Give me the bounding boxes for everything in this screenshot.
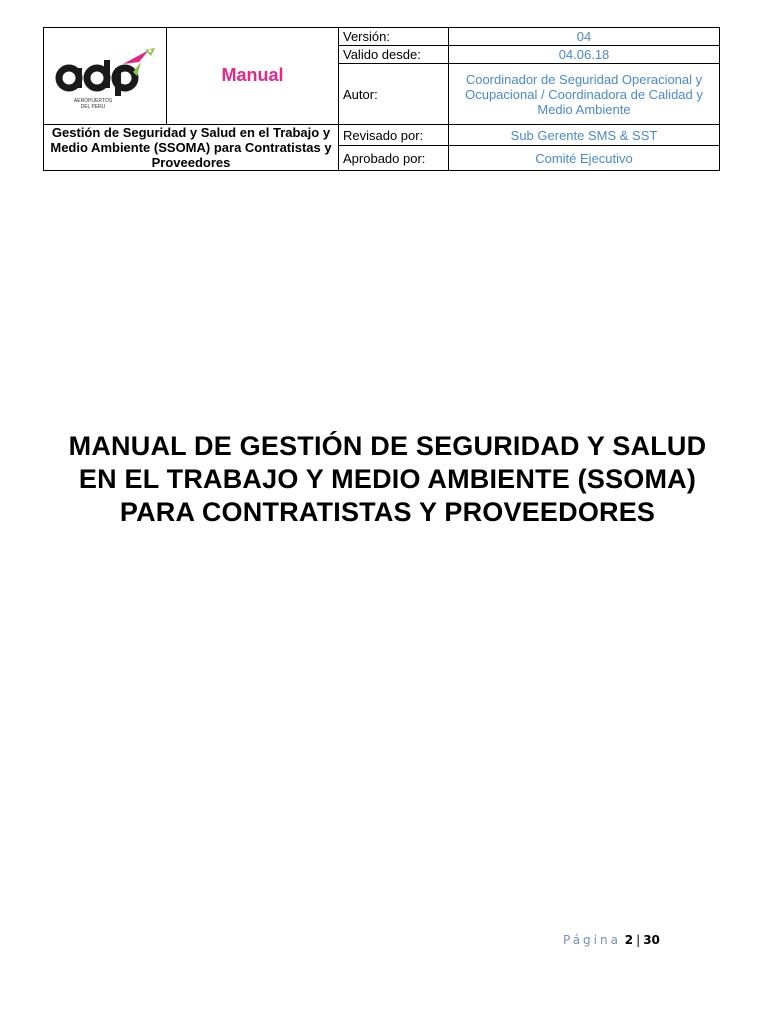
document-title: MANUAL DE GESTIÓN DE SEGURIDAD Y SALUD EN EL TRABAJO Y MEDIO AMBIENTE (SSOMA) PARA CONTRATISTAS Y PROVEEDORES xyxy=(68,431,707,527)
approved-by-value: Comité Ejecutivo xyxy=(449,146,720,171)
page-footer xyxy=(563,933,660,947)
adp-logo-icon xyxy=(53,42,157,110)
logo-caption-2: DEL PERU xyxy=(80,104,106,110)
author-value: Coordinador de Seguridad Operacional y Ocupacional / Coordinadora de Calidad y Medio Ambiente xyxy=(449,64,720,125)
reviewed-by-label: Revisado por: xyxy=(339,125,449,146)
author-label: Autor: xyxy=(339,64,449,125)
version-value: 04 xyxy=(449,28,720,46)
page-number: 2 xyxy=(624,933,634,947)
doc-type-label: Manual xyxy=(221,65,284,85)
logo-cell xyxy=(44,28,167,125)
version-label: Versión: xyxy=(339,28,449,46)
page-word: Página xyxy=(563,933,621,947)
valid-from-label: Valido desde: xyxy=(339,46,449,64)
valid-from-value: 04.06.18 xyxy=(449,46,720,64)
page-separator: | xyxy=(636,933,641,947)
reviewed-by-value: Sub Gerente SMS & SST xyxy=(449,125,720,146)
logo-caption-1: AEROPUERTOS xyxy=(73,98,113,104)
doc-type-cell xyxy=(167,28,339,125)
page-total: 30 xyxy=(643,933,660,947)
approved-by-label: Aprobado por: xyxy=(339,146,449,171)
document-subject: Gestión de Seguridad y Salud en el Trabajo y Medio Ambiente (SSOMA) para Contratistas y Proveedores xyxy=(44,125,339,171)
document-header-table xyxy=(43,27,720,171)
